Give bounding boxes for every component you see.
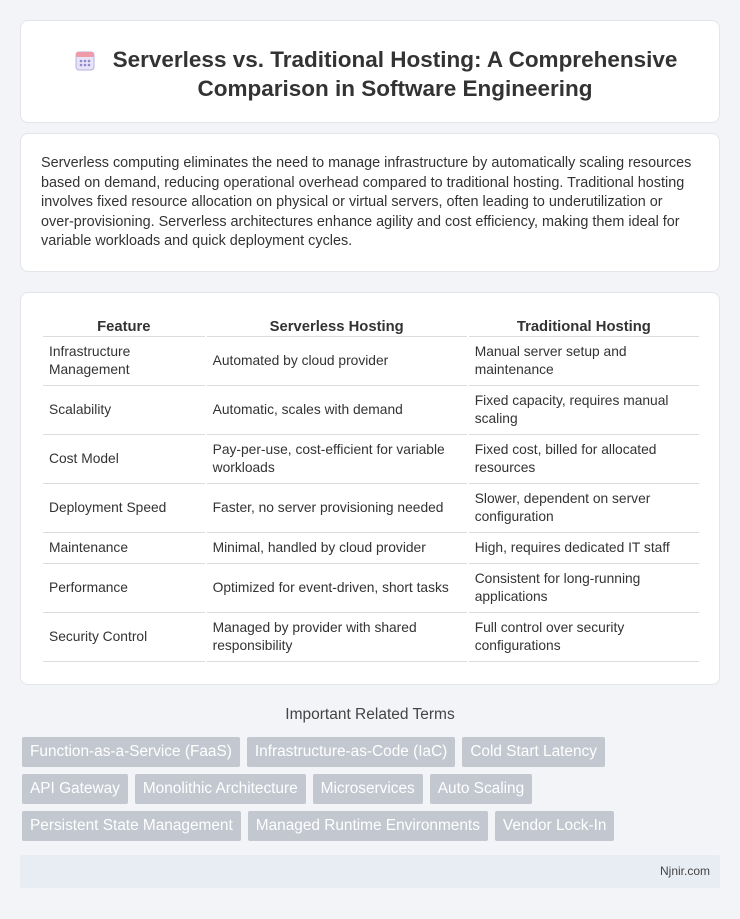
table-cell: Security Control bbox=[43, 613, 205, 662]
related-terms bbox=[22, 737, 722, 848]
tag-row bbox=[22, 737, 722, 767]
table-cell: Automated by cloud provider bbox=[207, 337, 467, 386]
tag-row bbox=[22, 774, 722, 804]
page-title-line-2: Comparison in Software Engineering bbox=[197, 76, 593, 101]
comparison-card bbox=[20, 292, 720, 685]
table-cell: Managed by provider with shared responsibility bbox=[207, 613, 467, 662]
table-cell: Scalability bbox=[43, 386, 205, 435]
header-serverless: Serverless Hosting bbox=[207, 315, 467, 337]
calendar-icon bbox=[75, 49, 95, 71]
table-cell: Automatic, scales with demand bbox=[207, 386, 467, 435]
table-header-row bbox=[43, 315, 699, 337]
table-cell: Maintenance bbox=[43, 533, 205, 564]
tag-auto-scaling[interactable]: Auto Scaling bbox=[430, 774, 532, 804]
tag-vendor-lock-in[interactable]: Vendor Lock-In bbox=[495, 811, 615, 841]
table-cell: Deployment Speed bbox=[43, 484, 205, 533]
table-cell: Fixed cost, billed for allocated resources bbox=[469, 435, 699, 484]
tag-monolithic[interactable]: Monolithic Architecture bbox=[135, 774, 306, 804]
page-title-line-1: Serverless vs. Traditional Hosting: A Comprehensive bbox=[112, 47, 678, 72]
table-cell: Minimal, handled by cloud provider bbox=[207, 533, 467, 564]
table-cell: Slower, dependent on server configuration bbox=[469, 484, 699, 533]
table-row bbox=[43, 337, 699, 386]
table-cell: Full control over security configurations bbox=[469, 613, 699, 662]
table-row bbox=[43, 533, 699, 564]
related-terms-heading: Important Related Terms bbox=[285, 706, 455, 723]
title-card bbox=[20, 20, 720, 123]
table-row bbox=[43, 386, 699, 435]
intro-card bbox=[20, 133, 720, 272]
table-cell: Faster, no server provisioning needed bbox=[207, 484, 467, 533]
table-row bbox=[43, 435, 699, 484]
footer-site[interactable]: Njnir.com bbox=[659, 864, 710, 878]
table-cell: Manual server setup and maintenance bbox=[469, 337, 699, 386]
footer bbox=[20, 855, 720, 888]
tag-microservices[interactable]: Microservices bbox=[313, 774, 423, 804]
page-title bbox=[21, 45, 719, 103]
tag-row bbox=[22, 811, 722, 841]
tag-cold-start[interactable]: Cold Start Latency bbox=[462, 737, 605, 767]
table-cell: Fixed capacity, requires manual scaling bbox=[469, 386, 699, 435]
tag-iac[interactable]: Infrastructure-as-Code (IaC) bbox=[247, 737, 455, 767]
table-cell: Optimized for event-driven, short tasks bbox=[207, 564, 467, 613]
tag-persistent-state[interactable]: Persistent State Management bbox=[22, 811, 241, 841]
title-wrap bbox=[21, 45, 719, 103]
intro-paragraph: Serverless computing eliminates the need to manage infrastructure by automatically scaling resources based on demand, reducing operational overhead compared to traditional hosting. Traditional hosting involves fixed resource allocation on physical or virtual servers, often leading to underutilization or over-provisioning. Serverless architectures enhance agility and cost efficiency, making them ideal for variable workloads and quick deployment cycles. bbox=[41, 155, 692, 250]
table-cell: High, requires dedicated IT staff bbox=[469, 533, 699, 564]
header-feature: Feature bbox=[43, 315, 205, 337]
table-cell: Infrastructure Management bbox=[43, 337, 205, 386]
table-row bbox=[43, 484, 699, 533]
table-row bbox=[43, 564, 699, 613]
tag-faas[interactable]: Function-as-a-Service (FaaS) bbox=[22, 737, 240, 767]
header-traditional: Traditional Hosting bbox=[469, 315, 699, 337]
table-cell: Performance bbox=[43, 564, 205, 613]
tag-managed-runtime[interactable]: Managed Runtime Environments bbox=[248, 811, 488, 841]
tag-api-gateway[interactable]: API Gateway bbox=[22, 774, 128, 804]
table-cell: Consistent for long-running applications bbox=[469, 564, 699, 613]
table-cell: Cost Model bbox=[43, 435, 205, 484]
table-row bbox=[43, 613, 699, 662]
table-cell: Pay-per-use, cost-efficient for variable workloads bbox=[207, 435, 467, 484]
comparison-table bbox=[41, 315, 701, 662]
